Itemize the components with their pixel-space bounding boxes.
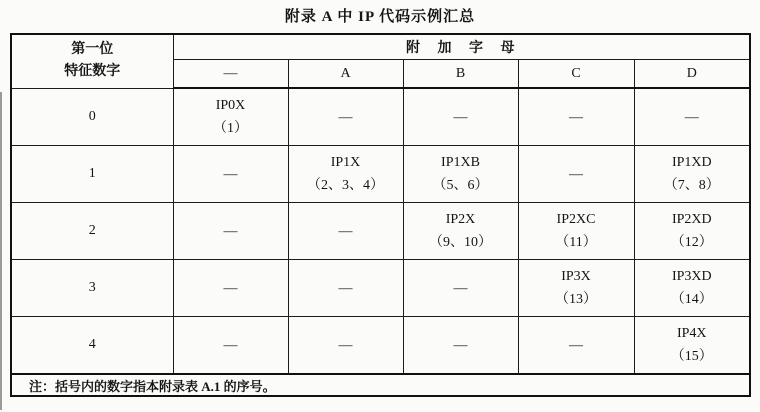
cell-code: —: [223, 166, 238, 182]
header-additional-letter-label: 附 加 字 母: [406, 41, 517, 56]
cell-code: IP1XD: [671, 155, 712, 170]
cell-ref: （9、10）: [429, 235, 492, 250]
table-cell: [518, 146, 634, 203]
cell-code: —: [453, 109, 468, 125]
table-cell: [518, 88, 634, 146]
cell-code: —: [453, 280, 468, 296]
table-cell: [288, 146, 403, 203]
cell-ref: （5、6）: [432, 178, 489, 193]
table-cell: [634, 203, 750, 260]
cell-code: IP2XD: [671, 212, 712, 227]
cell-code: IP4X: [676, 326, 707, 341]
cell-ref: （2、3、4）: [307, 178, 384, 193]
table-note: 注：括号内的数字指本附录表 A.1 的序号。: [11, 374, 750, 396]
cell-code: —: [453, 337, 468, 353]
table-cell: [518, 203, 634, 260]
cell-code: —: [338, 337, 353, 353]
table-cell: [518, 317, 634, 375]
table-title: 附录 A 中 IP 代码示例汇总: [284, 9, 476, 25]
row-digit: 2: [11, 203, 173, 260]
table-cell: [173, 260, 288, 317]
cell-code: —: [569, 109, 583, 125]
table-row: [11, 88, 750, 146]
cell-code: —: [338, 223, 353, 239]
table-cell: [403, 146, 518, 203]
cell-ref: （1）: [213, 121, 248, 136]
cell-ref: （14）: [670, 292, 713, 307]
ip-code-table: [10, 33, 751, 397]
header-letter-a: A: [288, 60, 403, 89]
table-cell: [518, 260, 634, 317]
table-cell: [634, 260, 750, 317]
table-cell: [288, 317, 403, 375]
table-row: [11, 260, 750, 317]
table-cell: [403, 88, 518, 146]
header-letter-c: C: [518, 60, 634, 89]
cell-code: —: [223, 337, 238, 353]
table-cell: [634, 146, 750, 203]
table-cell: [173, 146, 288, 203]
table-cell: [403, 203, 518, 260]
table-row: [11, 146, 750, 203]
cell-code: —: [223, 280, 238, 296]
cell-code: —: [338, 280, 353, 296]
cell-code: —: [569, 337, 583, 353]
row-digit: 1: [11, 146, 173, 203]
table-cell: [173, 203, 288, 260]
table-cell: [173, 317, 288, 375]
table-row: [11, 203, 750, 260]
scan-edge-artifact: [0, 92, 2, 410]
cell-code: IP2XC: [556, 212, 596, 227]
header-first-digit: [11, 34, 173, 88]
header-first-digit-line2: 特征数字: [64, 64, 121, 80]
table-cell: [403, 317, 518, 375]
cell-ref: （7、8）: [663, 178, 720, 193]
cell-ref: （13）: [555, 292, 597, 307]
table-cell: [634, 317, 750, 375]
cell-code: IP1XB: [441, 155, 480, 170]
table-note-row: [11, 374, 750, 396]
cell-ref: （11）: [555, 235, 597, 250]
header-additional-letter: [173, 34, 750, 60]
table-cell: [288, 88, 403, 146]
cell-code: IP3XD: [671, 269, 712, 284]
cell-code: IP2X: [445, 212, 476, 227]
header-letter-d: D: [634, 60, 750, 89]
cell-code: —: [338, 109, 353, 125]
header-letter-none: —: [173, 60, 288, 89]
table-cell: [173, 88, 288, 146]
header-row-group: [11, 34, 750, 60]
table-cell: [288, 203, 403, 260]
cell-code: IP1X: [330, 155, 361, 170]
header-first-digit-line1: 第一位: [71, 42, 114, 58]
table-row: [11, 317, 750, 375]
table-cell: [634, 88, 750, 146]
cell-code: —: [569, 166, 583, 182]
row-digit: 4: [11, 317, 173, 375]
header-letter-b: B: [403, 60, 518, 89]
row-digit: 3: [11, 260, 173, 317]
table-cell: [403, 260, 518, 317]
cell-ref: （12）: [670, 235, 713, 250]
cell-code: IP3X: [561, 269, 591, 284]
cell-ref: （15）: [670, 349, 713, 364]
table-cell: [288, 260, 403, 317]
row-digit: 0: [11, 88, 173, 146]
cell-code: —: [684, 109, 699, 125]
cell-code: IP0X: [215, 98, 246, 113]
cell-code: —: [223, 223, 238, 239]
